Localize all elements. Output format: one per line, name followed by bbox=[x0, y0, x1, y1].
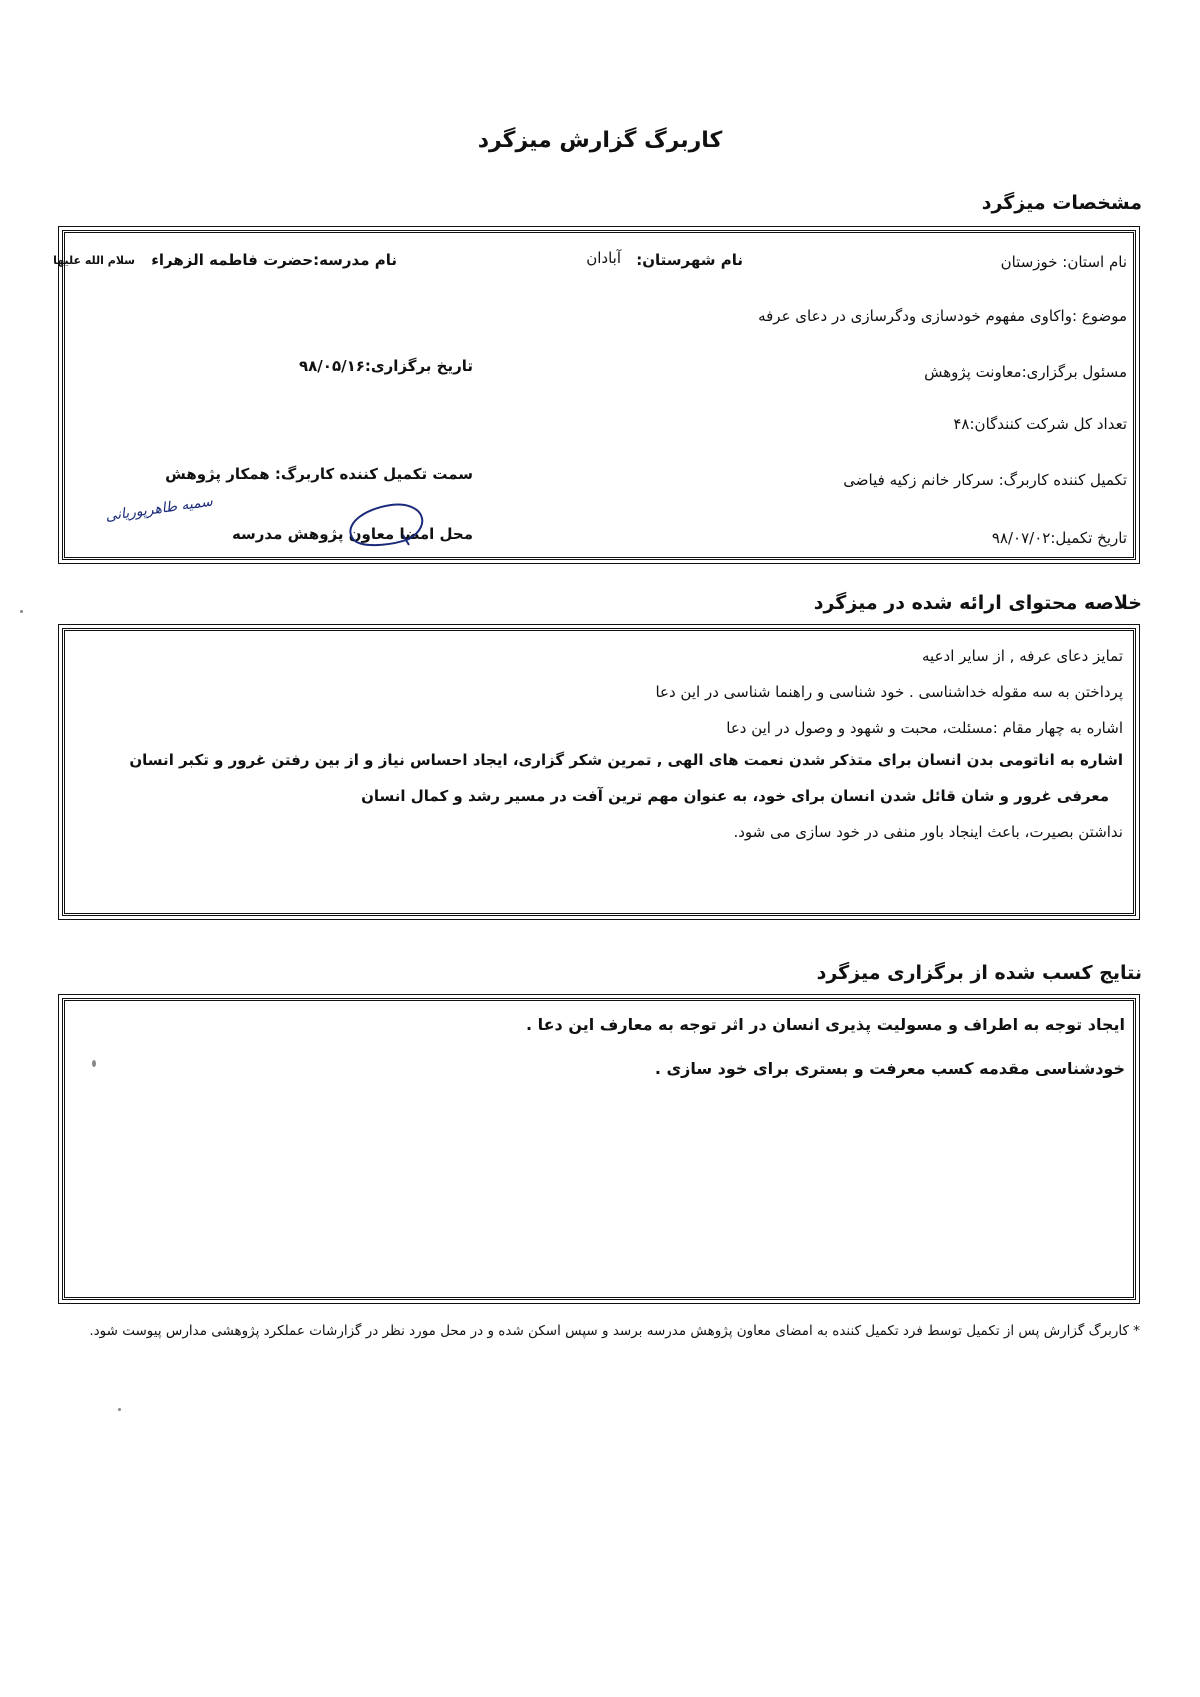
summary-line: نداشتن بصیرت، باعث اینجاد باور منفی در خود سازی می شود. bbox=[733, 823, 1123, 841]
signature-mark bbox=[313, 495, 433, 559]
school-field: نام مدرسه:حضرت فاطمه الزهراء bbox=[151, 251, 397, 269]
signature-label: محل امضا معاون پژوهش مدرسه bbox=[231, 525, 473, 543]
topic-field: موضوع :واکاوی مفهوم خودسازی ودگرسازی در دعای عرفه bbox=[758, 307, 1127, 325]
summary-line: اشاره به چهار مقام :مسئلت، محبت و شهود و وصول در این دعا bbox=[726, 719, 1123, 737]
scan-speck bbox=[20, 610, 23, 613]
filler-role-field: سمت تکمیل کننده کاربرگ: همکار پژوهش bbox=[165, 465, 473, 483]
summary-line: پرداختن به سه مقوله خداشناسی . خود شناسی و راهنما شناسی در این دعا bbox=[655, 683, 1123, 701]
results-line: ایجاد توجه به اطراف و مسولیت پذیری انسان در اثر توجه به معارف این دعا . bbox=[525, 1015, 1125, 1034]
form-title: کاربرگ گزارش میزگرد bbox=[477, 128, 723, 153]
filled-by-field: تکمیل کننده کاربرگ: سرکار خانم زکیه فیاضی bbox=[843, 471, 1127, 489]
province-field: نام استان: خوزستان bbox=[1000, 253, 1127, 271]
signature-name: سمیه طاهرپوریانی bbox=[104, 493, 214, 525]
specs-box bbox=[53, 230, 1136, 560]
summary-heading: خلاصه محتوای ارائه شده در میزگرد bbox=[813, 592, 1142, 614]
specs-heading: مشخصات میزگرد bbox=[981, 192, 1142, 214]
results-heading: نتایج کسب شده از برگزاری میزگرد bbox=[816, 962, 1142, 984]
summary-box bbox=[62, 628, 1136, 916]
footnote: * کاربرگ گزارش پس از تکمیل توسط فرد تکمیل کننده به امضای معاون پژوهش مدرسه برسد و سپس اسکن شده و در محل مورد نظر در گزارشات عملکرد پژوهشی مدارس پیوست شود. bbox=[89, 1323, 1140, 1339]
event-date-field: تاریخ برگزاری:۹۸/۰۵/۱۶ bbox=[299, 357, 473, 375]
results-line: خودشناسی مقدمه کسب معرفت و بستری برای خود سازی . bbox=[654, 1059, 1125, 1078]
organizer-field: مسئول برگزاری:معاونت پژوهش bbox=[924, 363, 1127, 381]
summary-line: تمایز دعای عرفه , از سایر ادعیه bbox=[922, 647, 1123, 665]
city-value: آبادان bbox=[586, 249, 621, 267]
participants-field: تعداد کل شرکت کنندگان:۴۸ bbox=[953, 415, 1127, 433]
summary-line: معرفی غرور و شان قائل شدن انسان برای خود، به عنوان مهم ترین آفت در مسیر رشد و کمال انسان bbox=[361, 787, 1109, 805]
scan-speck bbox=[92, 1060, 96, 1067]
school-honorific: سلام الله علیها bbox=[53, 254, 135, 267]
completion-date-field: تاریخ تکمیل:۹۸/۰۷/۰۲ bbox=[991, 529, 1127, 547]
results-box bbox=[62, 998, 1136, 1300]
city-label: نام شهرستان: bbox=[636, 251, 743, 269]
scan-speck bbox=[118, 1408, 121, 1411]
summary-line: اشاره به اناتومی بدن انسان برای متذکر شدن نعمت های الهی , تمرین شکر گزاری، ایجاد احساس نیاز و از بین رفتن غرور و تکبر انسان bbox=[129, 751, 1123, 769]
